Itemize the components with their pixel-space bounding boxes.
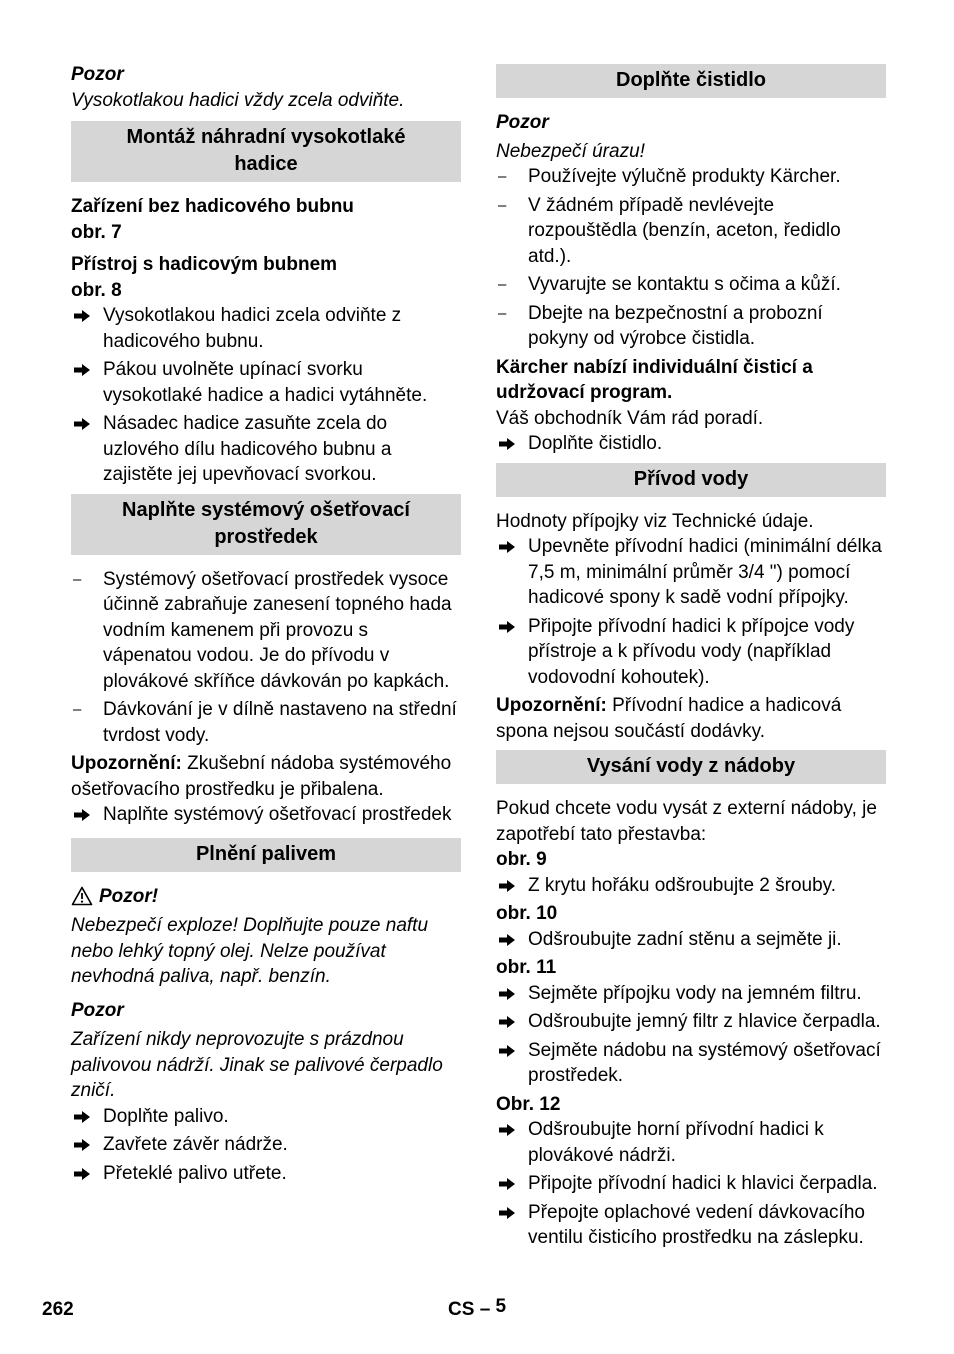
- note: Upozornění: Přívodní hadice a hadicová spona nejsou součástí dodávky.: [496, 695, 842, 742]
- step-item: [496, 1171, 886, 1197]
- section-header-care-agent: Naplňte systémový ošetřovací prostředek: [71, 494, 461, 555]
- item-text: Zavřete závěr nádrže.: [103, 1134, 288, 1155]
- caution-label: Pozor: [71, 64, 124, 85]
- page-number: 262: [42, 1299, 74, 1320]
- item-text: Přeteklé palivo utřete.: [103, 1162, 287, 1184]
- caution-text: Vysokotlakou hadici vždy zcela odviňte.: [71, 89, 405, 111]
- item-text: V žádném případě nevlévejte rozpouštědla (benzín, aceton, ředidlo atd.).: [528, 194, 841, 267]
- caution-label: Pozor: [71, 999, 124, 1021]
- caution-label: Pozor: [496, 112, 549, 133]
- step-list: [496, 927, 886, 953]
- item-text: Sejměte přípojku vody na jemném filtru.: [528, 982, 862, 1004]
- step-list: [496, 981, 886, 1089]
- step-item: [71, 802, 461, 828]
- item-text: Používejte výlučně produkty Kärcher.: [528, 166, 841, 187]
- item-text: Naplňte systémový ošetřovací prostředek: [103, 804, 452, 825]
- item-text: Dbejte na bezpečnostní a probozní pokyny od výrobce čistidla.: [528, 302, 823, 349]
- step-list: [496, 431, 886, 457]
- item-text: Vysokotlakou hadici zcela odviňte z hadicového bubnu.: [103, 305, 402, 352]
- warning-label: Pozor!: [99, 885, 159, 907]
- left-column: [71, 62, 461, 1189]
- right-column: [496, 62, 886, 1254]
- dash-item: [71, 697, 461, 748]
- dash-icon: –: [73, 570, 82, 588]
- step-item: [496, 1200, 886, 1251]
- figure-ref: obr. 10: [496, 903, 558, 924]
- section-header-fuel: Plnění palivem: [71, 838, 461, 872]
- item-text: Připojte přívodní hadici k přípojce vody přístroje a k přívodu vody (například vodovodní kohoutek).: [528, 615, 855, 688]
- step-item: [71, 303, 461, 354]
- step-item: [496, 1117, 886, 1168]
- step-list: [496, 534, 886, 690]
- section-header-water-supply: Přívod vody: [496, 463, 886, 497]
- step-item: [496, 873, 886, 899]
- dash-item: [496, 272, 886, 298]
- item-text: Sejměte nádobu na systémový ošetřovací prostředek.: [528, 1039, 881, 1086]
- section-header-hose-replacement: Montáž náhradní vysokotlaké hadice: [71, 121, 461, 182]
- figure-ref: obr. 11: [496, 957, 557, 978]
- item-text: Připojte přívodní hadici k hlavici čerpadla.: [528, 1173, 878, 1194]
- item-text: Odšroubujte zadní stěnu a sejměte ji.: [528, 928, 842, 950]
- item-text: Systémový ošetřovací prostředek vysoce účinně zabraňuje zanesení topného hada vodním kamenem při provozu s vápenatou vodou. Je do přívodu v plovákové skříňce dávkován po kapkách.: [103, 568, 452, 692]
- dash-item: [496, 301, 886, 352]
- warning-line: [71, 884, 461, 910]
- step-item: [496, 614, 886, 691]
- step-item: [71, 411, 461, 488]
- dash-icon: –: [498, 168, 507, 185]
- warning-triangle-icon: [71, 886, 93, 906]
- dash-icon: –: [498, 304, 507, 322]
- dash-list: [71, 567, 461, 749]
- paragraph: Pokud chcete vodu vysát z externí nádoby, je zapotřebí tato přestavba:: [496, 798, 877, 845]
- dash-item: [496, 164, 886, 190]
- dash-item: [496, 193, 886, 270]
- bold-paragraph: Kärcher nabízí individuální čisticí a udržovací program.: [496, 356, 813, 403]
- item-text: Dávkování je v dílně nastaveno na střední tvrdost vody.: [103, 699, 457, 746]
- step-list: [496, 1117, 886, 1251]
- step-item: [71, 1161, 461, 1187]
- note: Upozornění: Zkušební nádoba systémového ošetřovacího prostředku je přibalena.: [71, 753, 452, 800]
- step-item: [496, 1038, 886, 1089]
- step-list: [496, 873, 886, 899]
- figure-ref: obr. 9: [496, 849, 547, 870]
- paragraph: Váš obchodník Vám rád poradí.: [496, 407, 764, 429]
- item-text: Odšroubujte horní přívodní hadici k plovákové nádrži.: [528, 1119, 824, 1166]
- section-header-detergent: Doplňte čistidlo: [496, 64, 886, 98]
- warning-text: Nebezpečí exploze! Doplňujte pouze naftu nebo lehký topný olej. Nelze používat nevhodná paliva, např. benzín.: [71, 915, 429, 987]
- step-item: [496, 1009, 886, 1035]
- step-item: [496, 534, 886, 611]
- step-item: [496, 927, 886, 953]
- step-item: [71, 1132, 461, 1158]
- step-item: [496, 981, 886, 1007]
- step-item: [496, 431, 886, 457]
- caution-text: Zařízení nikdy neprovozujte s prázdnou palivovou nádrží. Jinak se palivové čerpadlo zničí.: [71, 1029, 443, 1101]
- dash-icon: –: [498, 276, 507, 293]
- paragraph: Hodnoty přípojky viz Technické údaje.: [496, 510, 814, 532]
- item-text: Vyvarujte se kontaktu s očima a kůží.: [528, 274, 841, 295]
- step-item: [71, 1104, 461, 1130]
- item-text: Doplňte čistidlo.: [528, 433, 663, 454]
- figure-ref: obr. 8: [71, 279, 122, 301]
- step-item: [71, 357, 461, 408]
- item-text: Pákou uvolněte upínací svorku vysokotlaké hadice a hadici vytáhněte.: [103, 359, 428, 406]
- section-header-water-suction: Vysání vody z nádoby: [496, 750, 886, 784]
- item-text: Přepojte oplachové vedení dávkovacího ventilu čisticího prostředku na záslepku.: [528, 1201, 865, 1248]
- figure-ref: Obr. 12: [496, 1093, 561, 1115]
- item-text: Násadec hadice zasuňte zcela do uzlového dílu hadicového bubnu a zajistěte jej upevňovací svorkou.: [103, 413, 392, 485]
- language-section-marker: CS – 5: [448, 1296, 507, 1320]
- dash-icon: –: [498, 196, 507, 214]
- dash-icon: –: [73, 701, 82, 718]
- step-list: [71, 802, 461, 828]
- dash-list: [496, 164, 886, 352]
- caution-text: Nebezpečí úrazu!: [496, 140, 645, 162]
- figure-ref: obr. 7: [71, 221, 122, 243]
- item-text: Doplňte palivo.: [103, 1105, 229, 1127]
- dash-item: [71, 567, 461, 695]
- item-text: Odšroubujte jemný filtr z hlavice čerpadla.: [528, 1011, 881, 1032]
- subheading: Přístroj s hadicovým bubnem: [71, 254, 338, 275]
- step-list: [71, 1104, 461, 1187]
- item-text: Upevněte přívodní hadici (minimální délka 7,5 m, minimální průměr 3/4 ") pomocí hadicové spony k sadě vodní přípojky.: [528, 536, 882, 608]
- item-text: Z krytu hořáku odšroubujte 2 šrouby.: [528, 874, 837, 896]
- subheading: Zařízení bez hadicového bubnu: [71, 196, 354, 217]
- step-list: [71, 303, 461, 488]
